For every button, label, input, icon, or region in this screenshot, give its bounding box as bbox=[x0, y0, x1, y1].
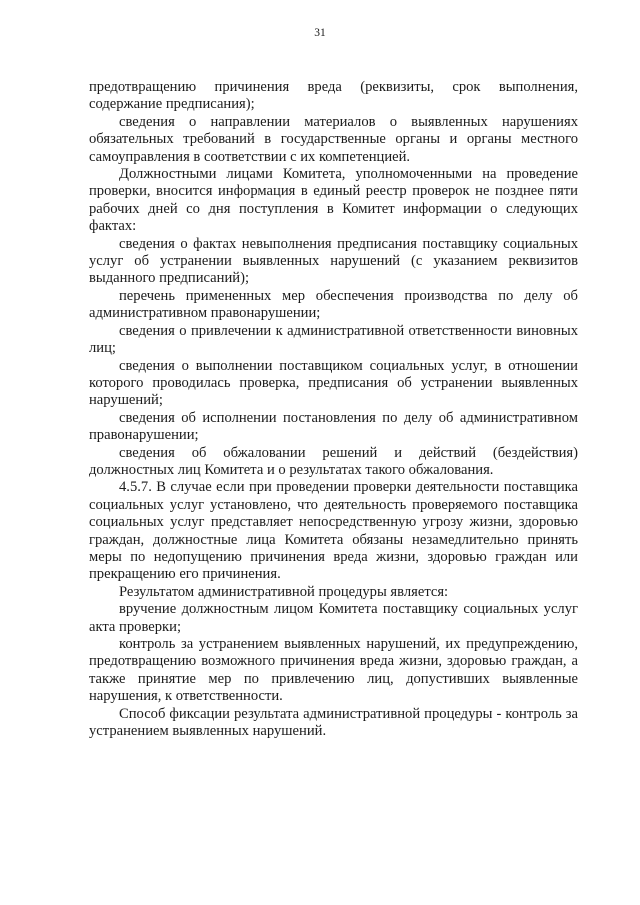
paragraph: 4.5.7. В случае если при проведении проверки деятельности поставщика социальных услуг установлено, что деятельность проверяемого поставщика социальных услуг представляет непосредственную угрозу жизни, здоровью граждан, должностные лица Комитета обязаны незамедлительно принять меры по недопущению причинения вреда жизни, здоровью граждан или прекращению его причинения. bbox=[89, 479, 578, 583]
paragraph: сведения о привлечении к административной ответственности виновных лиц; bbox=[89, 322, 578, 357]
page-number: 31 bbox=[314, 27, 326, 39]
paragraph: Способ фиксации результата административной процедуры - контроль за устранением выявленных нарушений. bbox=[89, 705, 578, 740]
paragraph: сведения о фактах невыполнения предписания поставщику социальных услуг об устранении выявленных нарушений (с указанием реквизитов выданного предписаний); bbox=[89, 235, 578, 287]
paragraph: перечень примененных мер обеспечения производства по делу об административном правонарушении; bbox=[89, 287, 578, 322]
paragraph: Должностными лицами Комитета, уполномоченными на проведение проверки, вносится информация в единый реестр проверок не позднее пяти рабочих дней со дня поступления в Комитет информации о следующих фактах: bbox=[89, 166, 578, 235]
paragraph: сведения об исполнении постановления по делу об административном правонарушении; bbox=[89, 409, 578, 444]
paragraph: Результатом административной процедуры является: bbox=[119, 583, 449, 600]
paragraph: сведения об обжаловании решений и действий (бездействия) должностных лиц Комитета и о результатах такого обжалования. bbox=[89, 444, 578, 478]
body-text bbox=[89, 79, 578, 740]
paragraph: сведения о направлении материалов о выявленных нарушениях обязательных требований в государственные органы и органы местного самоуправления в соответствии с их компетенцией. bbox=[89, 113, 578, 165]
paragraph: предотвращению причинения вреда (реквизиты, срок выполнения, содержание предписания); bbox=[89, 79, 578, 113]
paragraph: сведения о выполнении поставщиком социальных услуг, в отношении которого проводилась проверка, предписания об устранении выявленных нарушений; bbox=[89, 357, 578, 409]
paragraph: вручение должностным лицом Комитета поставщику социальных услуг акта проверки; bbox=[89, 601, 578, 635]
paragraph: контроль за устранением выявленных нарушений, их предупреждению, предотвращению возможного причинения вреда жизни, здоровью граждан, а также принятие мер по привлечению лиц, допустивших выявленные нарушения, к ответственности. bbox=[89, 636, 578, 705]
